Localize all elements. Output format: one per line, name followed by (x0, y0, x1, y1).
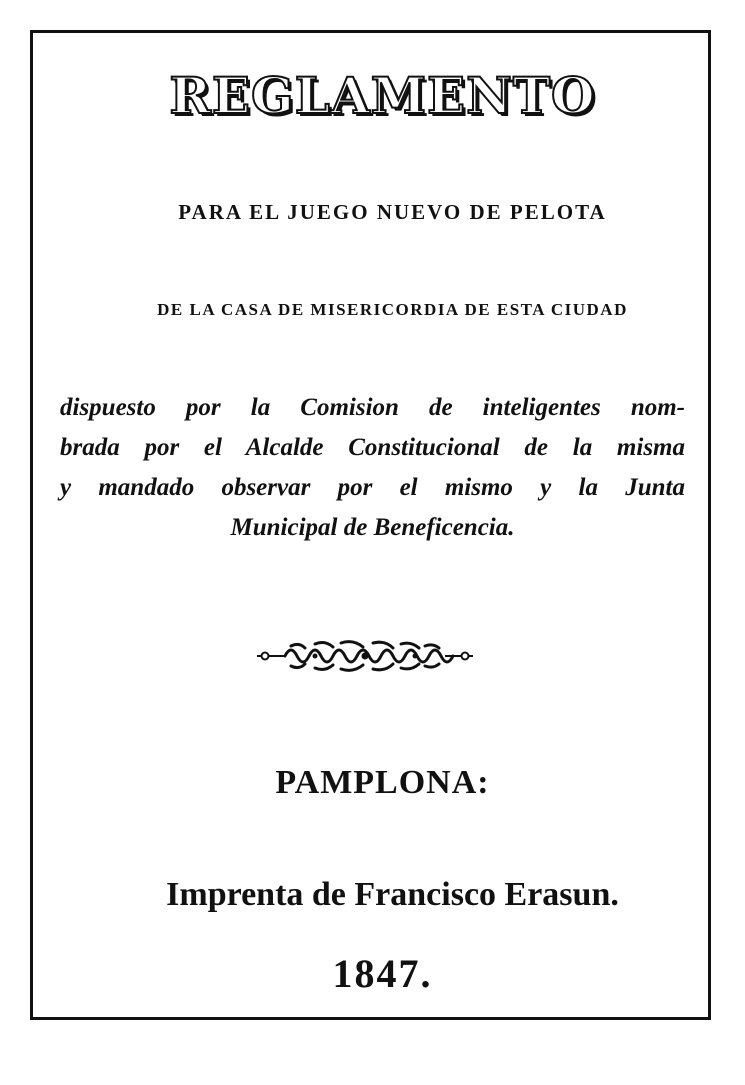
printer-name: Imprenta de Francisco Erasun. (166, 876, 619, 913)
subtitle-line-2: DE LA CASA DE MISERICORDIA DE ESTA CIUDAD (157, 300, 628, 319)
place-of-publication: PAMPLONA: (275, 764, 490, 801)
publication-year: 1847. (332, 951, 433, 996)
subtitle-line-1: PARA EL JUEGO NUEVO DE PELOTA (178, 200, 607, 224)
description-line: Municipal de Beneficencia. (230, 514, 515, 541)
description-line: brada por el Alcalde Constitucional de la misma (60, 434, 685, 461)
document-title: REGLAMENTO (169, 66, 596, 125)
description-block (60, 388, 685, 548)
decorative-ornament-icon (255, 636, 475, 676)
description-line: y mandado observar por el mismo y la Junta (60, 474, 685, 501)
description-line: dispuesto por la Comision de inteligentes nom- (60, 394, 685, 421)
